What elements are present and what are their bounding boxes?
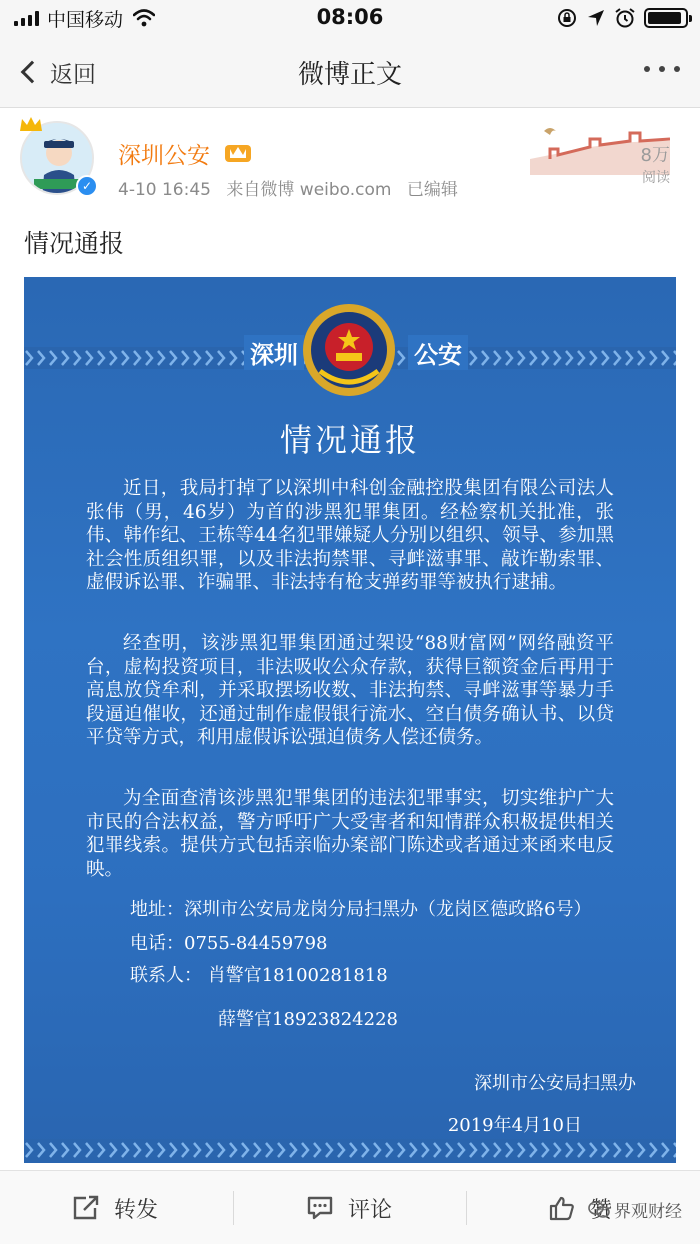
- post-header: [0, 109, 700, 209]
- repost-icon: [72, 1195, 100, 1221]
- like-icon: [548, 1195, 576, 1221]
- nav-bar: [0, 36, 700, 108]
- battery-icon: [644, 8, 688, 28]
- band-label-left: 深圳: [244, 335, 304, 370]
- wechat-icon: [588, 1201, 610, 1219]
- notice-address: 地址：深圳市公安局龙岗分局扫黑办（龙岗区德政路6号）: [130, 899, 592, 920]
- repost-label: 转发: [114, 1197, 159, 1223]
- action-bar: [0, 1170, 700, 1244]
- comment-icon: [306, 1195, 334, 1221]
- comment-label: 评论: [348, 1197, 393, 1223]
- watermark-text: 界观财经: [614, 1202, 682, 1222]
- clock: 08:06: [316, 5, 384, 29]
- read-count-number: 8万: [640, 145, 670, 166]
- crown-icon: [18, 115, 44, 133]
- notice-signature: 深圳市公安局扫黑办: [474, 1073, 636, 1094]
- vip-badge-icon[interactable]: [224, 141, 252, 163]
- carrier-name: 中国移动: [47, 8, 124, 31]
- read-count-label: 阅读: [642, 170, 670, 186]
- police-emblem-icon: [300, 301, 398, 399]
- author-name[interactable]: 深圳公安: [118, 143, 210, 169]
- post-time: 4-10 16:45: [118, 180, 211, 200]
- notice-contact-1: 联系人： 肖警官18100281818: [130, 965, 388, 986]
- notice-contact-2: 薛警官18923824228: [218, 1009, 398, 1030]
- notice-date: 2019年4月10日: [447, 1115, 582, 1136]
- notice-paragraph-1: 近日，我局打掉了以深圳中科创金融控股集团有限公司法人张伟（男，46岁）为首的涉黑犯罪集团。经检察机关批准，张伟、韩作纪、王栋等44名犯罪嫌疑人分别以组织、领导、参加黑社会性质组织罪，以及非法拘禁罪、寻衅滋事罪、敲诈勒索罪、虚假诉讼罪、诈骗罪、非法持有枪支弹药罪等被执行逮捕。: [86, 478, 614, 593]
- post-source: 来自微博 weibo.com: [226, 180, 392, 200]
- edited-label: 已编辑: [406, 180, 458, 200]
- avatar[interactable]: [20, 121, 98, 199]
- bottom-decorative-band: [24, 1139, 676, 1161]
- post-text[interactable]: 情况通报: [24, 229, 125, 258]
- status-bar: [0, 0, 700, 36]
- alarm-icon: [614, 7, 636, 29]
- band-label-right: 公安: [408, 335, 468, 370]
- verified-icon: ✓: [76, 175, 98, 197]
- lock-rotation-icon: [556, 7, 578, 29]
- notice-phone: 电话：0755-84459798: [130, 933, 328, 954]
- more-dots-icon[interactable]: [644, 66, 680, 72]
- repost-button[interactable]: [72, 1171, 158, 1244]
- comment-button[interactable]: [306, 1171, 392, 1244]
- notice-paragraph-3: 为全面查清该涉黑犯罪集团的违法犯罪事实，切实维护广大市民的合法权益，警方呼吁广大受害者和知情群众积极提供相关犯罪线索。提供方式包括亲临办案部门陈述或者通过来函来电反映。: [86, 788, 614, 880]
- location-arrow-icon: [586, 8, 606, 28]
- notice-image[interactable]: [24, 277, 676, 1163]
- back-label: 返回: [50, 61, 96, 88]
- like-label: 赞: [590, 1197, 613, 1223]
- page-title: 微博正文: [297, 60, 402, 90]
- notice-title: 情况通报: [279, 421, 420, 459]
- watermark: [588, 1197, 682, 1222]
- notice-paragraph-2: 经查明，该涉黑犯罪集团通过架设“88财富网”网络融资平台，虚构投资项目，非法吸收公众存款，获得巨额资金后再用于高息放贷牟利，并采取摆场收数、非法拘禁、寻衅滋事等暴力手段逼迫催收，还通过制作虚假银行流水、空白债务确认书、以贷平贷等方式，利用虚假诉讼强迫债务人偿还债务。: [86, 633, 614, 748]
- read-count: [641, 141, 670, 187]
- post-meta: [118, 175, 468, 200]
